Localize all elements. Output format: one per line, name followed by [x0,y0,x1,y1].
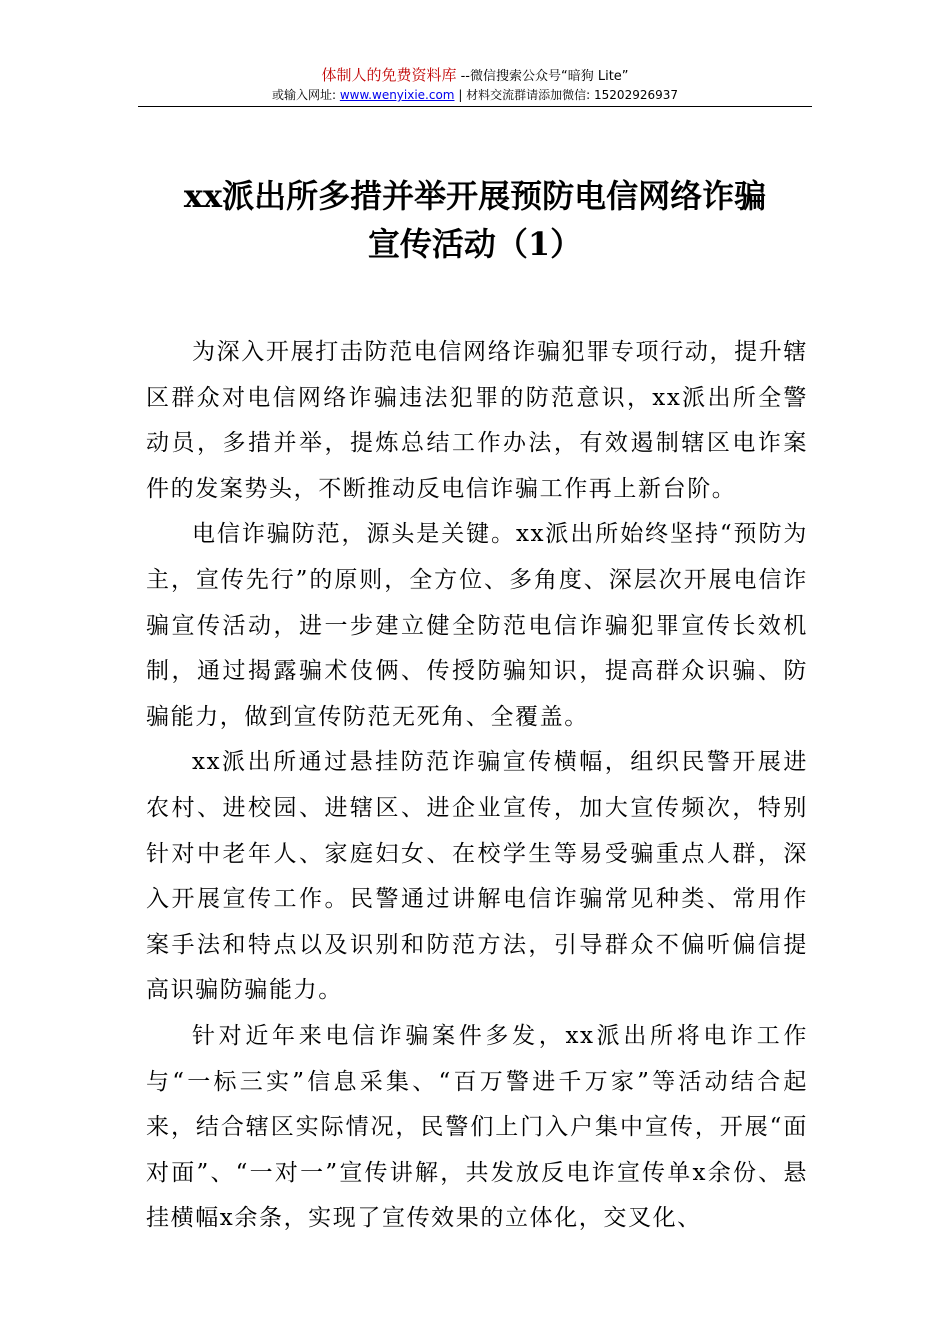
document-body [146,330,808,1242]
brand-text: 体制人的免费资料库 [321,66,457,84]
url-label: 或输入网址: [271,88,340,102]
website-link[interactable]: www.wenyixie.com [339,88,455,102]
header-line-2 [138,86,812,104]
contact-text: | 材料交流群请添加微信: 15202926937 [454,88,679,102]
header-line-1 [138,66,812,86]
title-line-1: xx派出所多措并举开展预防电信网络诈骗 [183,177,767,215]
document-title [138,172,812,268]
paragraph-1: 为深入开展打击防范电信网络诈骗犯罪专项行动，提升辖区群众对电信网络诈骗违法犯罪的防范意识，xx派出所全警动员，多措并举，提炼总结工作办法，有效遏制辖区电诈案件的发案势头，不断推动反电信诈骗工作再上新台阶。 [146,339,808,502]
page-header [138,66,812,104]
title-line-2: 宣传活动（1） [367,225,583,263]
paragraph-4: 针对近年来电信诈骗案件多发，xx派出所将电诈工作与“一标三实”信息采集、“百万警进千万家”等活动结合起来，结合辖区实际情况，民警们上门入户集中宣传，开展“面对面”、“一对一”宣传讲解，共发放反电诈宣传单x余份、悬挂横幅x余条，实现了宣传效果的立体化，交叉化、 [146,1022,808,1232]
paragraph-3: xx派出所通过悬挂防范诈骗宣传横幅，组织民警开展进农村、进校园、进辖区、进企业宣传，加大宣传频次，特别针对中老年人、家庭妇女、在校学生等易受骗重点人群，深入开展宣传工作。民警通过讲解电信诈骗常见种类、常用作案手法和特点以及识别和防范方法，引导群众不偏听偏信提高识骗防骗能力。 [146,749,808,1004]
paragraph-2: 电信诈骗防范，源头是关键。xx派出所始终坚持“预防为主，宣传先行”的原则，全方位、多角度、深层次开展电信诈骗宣传活动，进一步建立健全防范电信诈骗犯罪宣传长效机制，通过揭露骗术伎俩、传授防骗知识，提高群众识骗、防骗能力，做到宣传防范无死角、全覆盖。 [146,521,808,730]
search-tip: --微信搜索公众号“暗狗 Lite” [456,69,629,84]
header-divider [138,106,812,107]
